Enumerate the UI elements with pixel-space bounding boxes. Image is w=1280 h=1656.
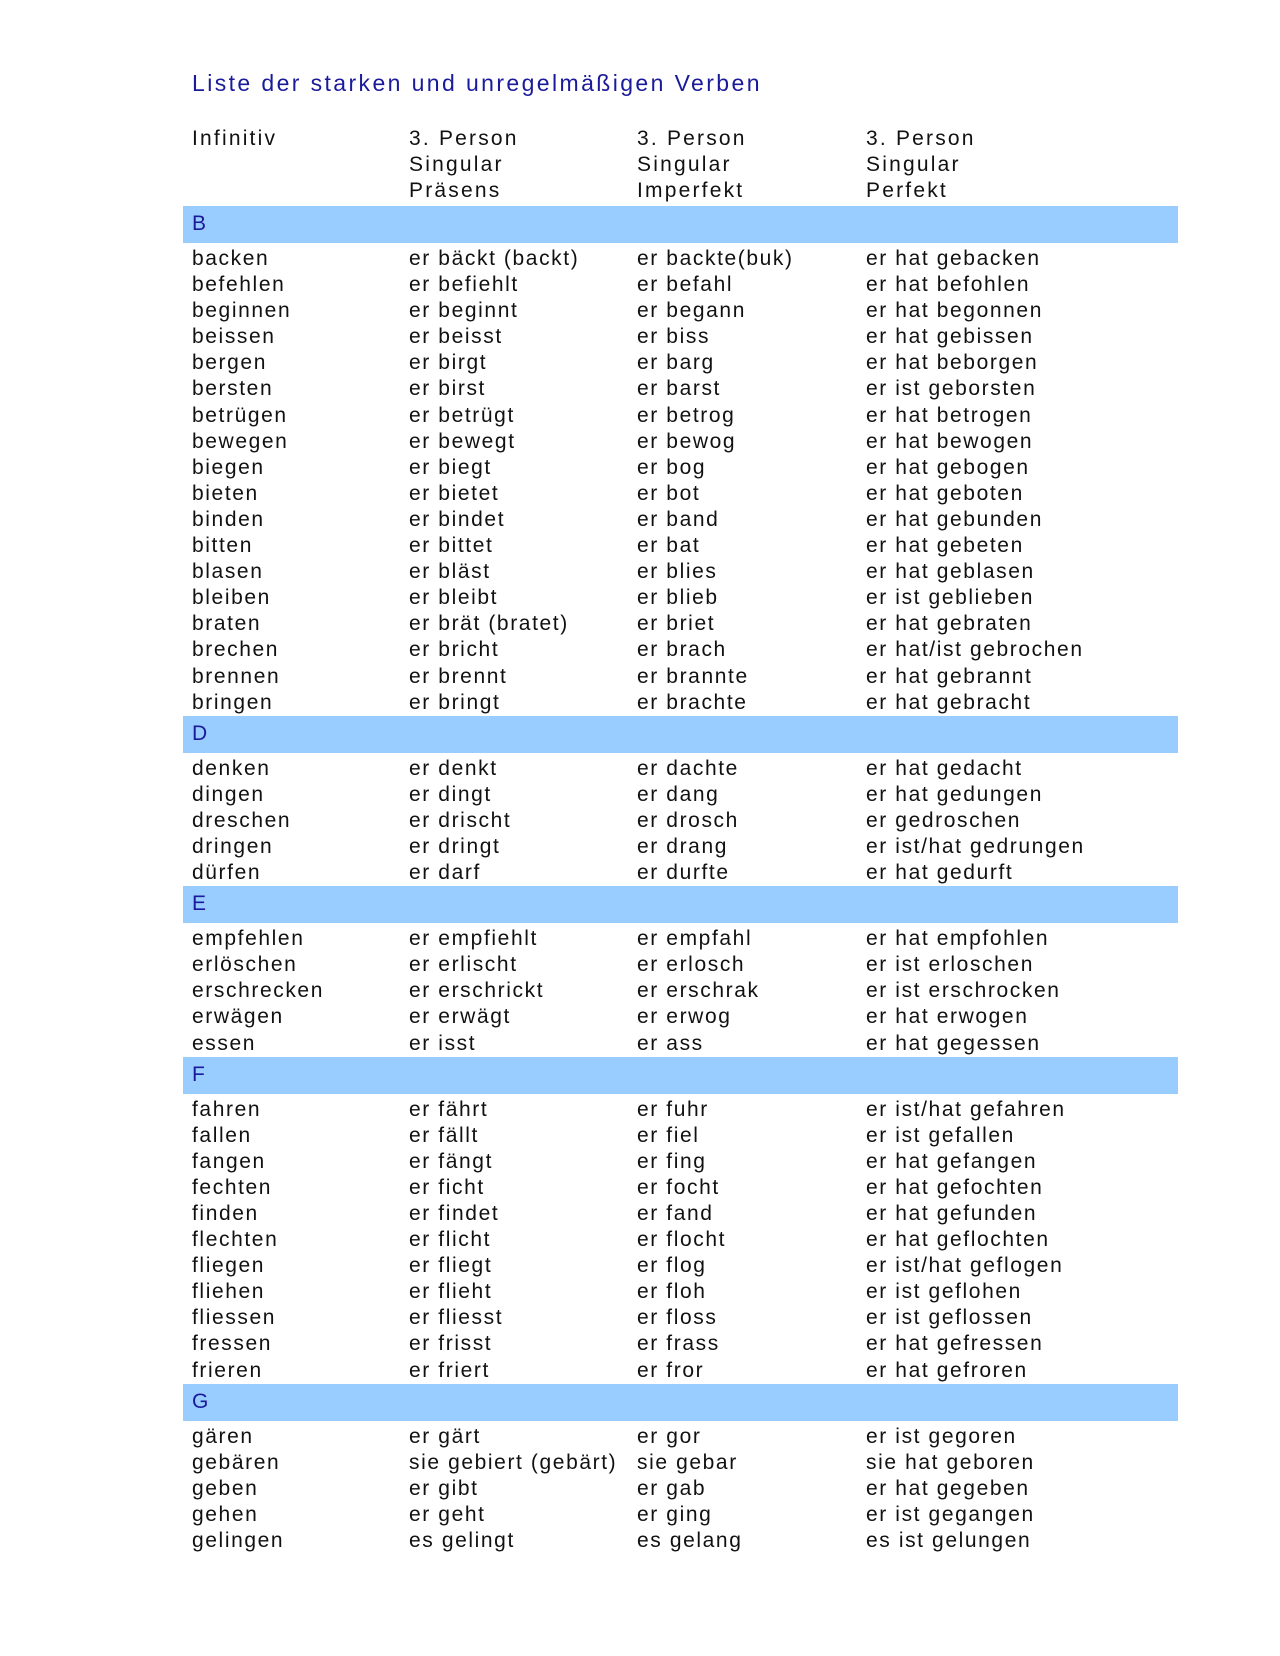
cell-perfect: er hat gebunden bbox=[866, 507, 1043, 531]
section-letter: E bbox=[192, 892, 208, 916]
cell-imperfect: er barst bbox=[637, 377, 721, 401]
cell-perfect: sie hat geboren bbox=[866, 1450, 1035, 1474]
table-row bbox=[183, 429, 1178, 455]
cell-present: er bindet bbox=[409, 507, 506, 531]
cell-present: er brät (bratet) bbox=[409, 612, 569, 636]
cell-imperfect: er erlosch bbox=[637, 953, 746, 977]
cell-imperfect: er flog bbox=[637, 1254, 707, 1278]
cell-imperfect: er gab bbox=[637, 1476, 707, 1500]
cell-infinitive: backen bbox=[192, 247, 270, 270]
cell-imperfect: er focht bbox=[637, 1175, 720, 1199]
cell-present: er fliesst bbox=[409, 1306, 504, 1330]
cell-present: er denkt bbox=[409, 756, 498, 780]
table-row bbox=[183, 1031, 1178, 1057]
table-row bbox=[183, 481, 1178, 507]
cell-perfect: er ist geflohen bbox=[866, 1280, 1022, 1304]
table-row bbox=[183, 637, 1178, 663]
cell-perfect: er ist geflossen bbox=[866, 1306, 1033, 1330]
cell-present: er bietet bbox=[409, 481, 500, 505]
table-row bbox=[183, 782, 1178, 808]
section-header-b bbox=[183, 206, 1178, 243]
cell-infinitive: fechten bbox=[192, 1175, 273, 1199]
cell-infinitive: gären bbox=[192, 1424, 254, 1448]
cell-perfect: er hat gebacken bbox=[866, 247, 1041, 270]
cell-imperfect: er barg bbox=[637, 351, 715, 375]
cell-imperfect: er fuhr bbox=[637, 1097, 709, 1121]
header-line: 3. Person bbox=[866, 127, 976, 150]
cell-present: er findet bbox=[409, 1202, 500, 1225]
cell-present: er birst bbox=[409, 377, 486, 401]
cell-imperfect: er befahl bbox=[637, 273, 734, 297]
cell-infinitive: befehlen bbox=[192, 273, 286, 297]
cell-infinitive: gebären bbox=[192, 1450, 281, 1474]
table-row bbox=[183, 756, 1178, 782]
cell-present: er darf bbox=[409, 861, 481, 885]
cell-imperfect: er band bbox=[637, 507, 720, 531]
header-perfect bbox=[866, 126, 976, 204]
header-line: Singular bbox=[866, 153, 961, 176]
cell-perfect: er hat gegeben bbox=[866, 1476, 1030, 1500]
cell-present: er fällt bbox=[409, 1123, 479, 1147]
table-row bbox=[183, 1450, 1178, 1476]
cell-infinitive: fressen bbox=[192, 1332, 273, 1356]
cell-perfect: er hat geboten bbox=[866, 481, 1024, 505]
cell-perfect: er hat gedurft bbox=[866, 861, 1014, 885]
cell-present: er beginnt bbox=[409, 299, 519, 323]
table-row bbox=[183, 1331, 1178, 1357]
cell-infinitive: denken bbox=[192, 756, 271, 780]
cell-perfect: er hat gefressen bbox=[866, 1332, 1044, 1356]
table-row bbox=[183, 1097, 1178, 1123]
cell-infinitive: bersten bbox=[192, 377, 274, 401]
cell-present: er brennt bbox=[409, 664, 508, 688]
cell-infinitive: bringen bbox=[192, 690, 274, 714]
cell-perfect: er hat begonnen bbox=[866, 299, 1043, 323]
cell-perfect: er hat gefroren bbox=[866, 1358, 1028, 1382]
cell-infinitive: gelingen bbox=[192, 1529, 285, 1553]
cell-imperfect: er brach bbox=[637, 638, 727, 662]
cell-infinitive: bewegen bbox=[192, 429, 289, 453]
cell-infinitive: dingen bbox=[192, 782, 265, 806]
cell-infinitive: beginnen bbox=[192, 299, 292, 323]
cell-perfect: er hat gebracht bbox=[866, 690, 1032, 714]
cell-present: er bricht bbox=[409, 638, 500, 662]
cell-imperfect: er bog bbox=[637, 455, 707, 479]
table-row bbox=[183, 507, 1178, 533]
cell-perfect: er hat gedungen bbox=[866, 782, 1043, 806]
table-row bbox=[183, 1227, 1178, 1253]
page-title: Liste der starken und unregelmäßigen Verben bbox=[192, 70, 762, 96]
cell-imperfect: er biss bbox=[637, 325, 711, 349]
table-row bbox=[183, 272, 1178, 298]
table-row bbox=[183, 952, 1178, 978]
cell-present: er bittet bbox=[409, 534, 494, 558]
cell-present: er gibt bbox=[409, 1476, 479, 1500]
cell-imperfect: er blies bbox=[637, 560, 718, 584]
header-infinitive bbox=[192, 126, 277, 152]
cell-imperfect: er dachte bbox=[637, 756, 739, 780]
cell-perfect: er hat gebogen bbox=[866, 455, 1030, 479]
cell-infinitive: finden bbox=[192, 1202, 259, 1225]
cell-present: es gelingt bbox=[409, 1529, 515, 1553]
cell-infinitive: empfehlen bbox=[192, 927, 305, 951]
cell-present: er fährt bbox=[409, 1097, 489, 1121]
cell-perfect: er hat befohlen bbox=[866, 273, 1031, 297]
section-header-g bbox=[183, 1384, 1178, 1421]
cell-imperfect: er frass bbox=[637, 1332, 720, 1356]
cell-perfect: er hat geflochten bbox=[866, 1228, 1050, 1252]
cell-imperfect: er fing bbox=[637, 1149, 707, 1173]
cell-present: er fängt bbox=[409, 1149, 494, 1173]
cell-perfect: er hat/ist gebrochen bbox=[866, 638, 1084, 662]
cell-imperfect: er brachte bbox=[637, 690, 748, 714]
cell-infinitive: fangen bbox=[192, 1149, 266, 1173]
cell-infinitive: geben bbox=[192, 1476, 259, 1500]
cell-infinitive: fliegen bbox=[192, 1254, 266, 1278]
table-row bbox=[183, 1528, 1178, 1554]
cell-infinitive: frieren bbox=[192, 1358, 263, 1382]
table-row bbox=[183, 978, 1178, 1004]
table-row bbox=[183, 376, 1178, 402]
cell-imperfect: er backte(buk) bbox=[637, 247, 794, 270]
cell-infinitive: erlöschen bbox=[192, 953, 298, 977]
cell-imperfect: er ging bbox=[637, 1502, 713, 1526]
table-row bbox=[183, 533, 1178, 559]
cell-present: er isst bbox=[409, 1031, 477, 1055]
cell-imperfect: er drosch bbox=[637, 808, 739, 832]
cell-perfect: er hat gedacht bbox=[866, 756, 1023, 780]
cell-perfect: er ist gegoren bbox=[866, 1424, 1017, 1448]
cell-infinitive: bergen bbox=[192, 351, 267, 375]
table-row bbox=[183, 585, 1178, 611]
cell-present: er befiehlt bbox=[409, 273, 519, 297]
header-line: Präsens bbox=[409, 179, 502, 202]
cell-present: er beisst bbox=[409, 325, 503, 349]
cell-present: er flieht bbox=[409, 1280, 493, 1304]
cell-infinitive: fallen bbox=[192, 1123, 252, 1147]
table-row bbox=[183, 1358, 1178, 1384]
cell-perfect: er hat betrogen bbox=[866, 403, 1033, 427]
cell-perfect: er hat gefunden bbox=[866, 1202, 1038, 1225]
cell-imperfect: er erwog bbox=[637, 1005, 732, 1029]
section-letter: G bbox=[192, 1389, 210, 1413]
section-header-f bbox=[183, 1057, 1178, 1094]
table-row bbox=[183, 1004, 1178, 1030]
cell-imperfect: er fand bbox=[637, 1202, 714, 1225]
cell-imperfect: er bot bbox=[637, 481, 701, 505]
cell-perfect: er hat gebissen bbox=[866, 325, 1034, 349]
cell-present: er betrügt bbox=[409, 403, 515, 427]
table-row bbox=[183, 664, 1178, 690]
section-letter: D bbox=[192, 721, 209, 745]
cell-infinitive: betrügen bbox=[192, 403, 288, 427]
header-line: Singular bbox=[637, 153, 732, 176]
table-row bbox=[183, 1175, 1178, 1201]
section-letter: B bbox=[192, 212, 208, 235]
cell-imperfect: er flocht bbox=[637, 1228, 727, 1252]
table-row bbox=[183, 1305, 1178, 1331]
verb-table bbox=[183, 206, 1178, 1554]
cell-infinitive: erschrecken bbox=[192, 979, 324, 1003]
cell-perfect: er gedroschen bbox=[866, 808, 1022, 832]
cell-perfect: er ist geborsten bbox=[866, 377, 1037, 401]
cell-imperfect: sie gebar bbox=[637, 1450, 738, 1474]
cell-present: er friert bbox=[409, 1358, 490, 1382]
cell-infinitive: bieten bbox=[192, 481, 259, 505]
cell-perfect: er hat gebeten bbox=[866, 534, 1024, 558]
table-row bbox=[183, 1201, 1178, 1227]
table-row bbox=[183, 808, 1178, 834]
table-row bbox=[183, 1253, 1178, 1279]
cell-infinitive: beissen bbox=[192, 325, 276, 349]
header-imperfect bbox=[637, 126, 747, 204]
cell-infinitive: dringen bbox=[192, 834, 274, 858]
cell-infinitive: fliehen bbox=[192, 1280, 266, 1304]
cell-infinitive: blasen bbox=[192, 560, 264, 584]
cell-present: er fliegt bbox=[409, 1254, 493, 1278]
cell-present: er erwägt bbox=[409, 1005, 511, 1029]
cell-present: er bewegt bbox=[409, 429, 516, 453]
cell-perfect: er ist gefallen bbox=[866, 1123, 1015, 1147]
cell-imperfect: er fiel bbox=[637, 1123, 700, 1147]
cell-infinitive: essen bbox=[192, 1031, 257, 1055]
cell-imperfect: er erschrak bbox=[637, 979, 760, 1003]
cell-perfect: er ist gegangen bbox=[866, 1502, 1035, 1526]
cell-perfect: er hat gefangen bbox=[866, 1149, 1038, 1173]
cell-present: er flicht bbox=[409, 1228, 492, 1252]
cell-perfect: er ist/hat gedrungen bbox=[866, 834, 1085, 858]
cell-imperfect: er ass bbox=[637, 1031, 704, 1055]
table-row bbox=[183, 324, 1178, 350]
cell-perfect: er ist erschrocken bbox=[866, 979, 1061, 1003]
cell-perfect: er hat beborgen bbox=[866, 351, 1039, 375]
cell-perfect: er ist/hat gefahren bbox=[866, 1097, 1066, 1121]
table-row bbox=[183, 926, 1178, 952]
cell-imperfect: er brannte bbox=[637, 664, 749, 688]
cell-perfect: er ist/hat geflogen bbox=[866, 1254, 1064, 1278]
cell-perfect: er hat gebraten bbox=[866, 612, 1033, 636]
cell-present: sie gebiert (gebärt) bbox=[409, 1450, 618, 1474]
cell-imperfect: es gelang bbox=[637, 1529, 743, 1553]
cell-present: er ficht bbox=[409, 1175, 485, 1199]
table-row bbox=[183, 1123, 1178, 1149]
cell-infinitive: flechten bbox=[192, 1228, 279, 1252]
cell-present: er bläst bbox=[409, 560, 491, 584]
cell-imperfect: er betrog bbox=[637, 403, 736, 427]
cell-infinitive: dürfen bbox=[192, 861, 262, 885]
cell-perfect: er hat geblasen bbox=[866, 560, 1035, 584]
table-row bbox=[183, 1502, 1178, 1528]
table-row bbox=[183, 834, 1178, 860]
table-row bbox=[183, 559, 1178, 585]
header-line: 3. Person bbox=[637, 127, 747, 150]
section-header-e bbox=[183, 886, 1178, 923]
cell-imperfect: er drang bbox=[637, 834, 729, 858]
cell-present: er biegt bbox=[409, 455, 492, 479]
cell-infinitive: fliessen bbox=[192, 1306, 277, 1330]
cell-present: er dingt bbox=[409, 782, 492, 806]
table-row bbox=[183, 350, 1178, 376]
table-row bbox=[183, 455, 1178, 481]
header-present bbox=[409, 126, 519, 204]
cell-perfect: er ist erloschen bbox=[866, 953, 1034, 977]
table-row bbox=[183, 1424, 1178, 1450]
cell-imperfect: er fror bbox=[637, 1358, 705, 1382]
cell-infinitive: gehen bbox=[192, 1502, 259, 1526]
section-header-d bbox=[183, 716, 1178, 753]
cell-imperfect: er durfte bbox=[637, 861, 730, 885]
cell-present: er empfiehlt bbox=[409, 927, 538, 951]
cell-imperfect: er bewog bbox=[637, 429, 737, 453]
cell-present: er erlischt bbox=[409, 953, 518, 977]
table-row bbox=[183, 1149, 1178, 1175]
cell-infinitive: bleiben bbox=[192, 586, 271, 610]
cell-imperfect: er bat bbox=[637, 534, 701, 558]
header-line: Imperfekt bbox=[637, 179, 745, 202]
cell-present: er dringt bbox=[409, 834, 501, 858]
cell-present: er bäckt (backt) bbox=[409, 247, 580, 270]
cell-infinitive: brennen bbox=[192, 664, 281, 688]
cell-imperfect: er floss bbox=[637, 1306, 718, 1330]
table-row bbox=[183, 1279, 1178, 1305]
cell-present: er birgt bbox=[409, 351, 488, 375]
table-row bbox=[183, 690, 1178, 716]
cell-imperfect: er briet bbox=[637, 612, 716, 636]
cell-perfect: er hat gefochten bbox=[866, 1175, 1044, 1199]
cell-imperfect: er begann bbox=[637, 299, 746, 323]
section-letter: F bbox=[192, 1062, 206, 1086]
table-row bbox=[183, 246, 1178, 272]
table-row bbox=[183, 1476, 1178, 1502]
cell-imperfect: er empfahl bbox=[637, 927, 753, 951]
cell-infinitive: brechen bbox=[192, 638, 280, 662]
table-row bbox=[183, 860, 1178, 886]
header-line: 3. Person bbox=[409, 127, 519, 150]
cell-infinitive: biegen bbox=[192, 455, 265, 479]
cell-infinitive: binden bbox=[192, 507, 265, 531]
cell-infinitive: bitten bbox=[192, 534, 253, 558]
cell-perfect: er hat bewogen bbox=[866, 429, 1034, 453]
cell-infinitive: braten bbox=[192, 612, 262, 636]
cell-perfect: er hat gegessen bbox=[866, 1031, 1041, 1055]
header-line: Perfekt bbox=[866, 179, 948, 202]
cell-present: er bleibt bbox=[409, 586, 499, 610]
cell-present: er bringt bbox=[409, 690, 501, 714]
table-row bbox=[183, 298, 1178, 324]
header-line: Infinitiv bbox=[192, 127, 278, 150]
cell-perfect: es ist gelungen bbox=[866, 1529, 1032, 1553]
cell-imperfect: er floh bbox=[637, 1280, 707, 1304]
header-line: Singular bbox=[409, 153, 504, 176]
cell-perfect: er ist geblieben bbox=[866, 586, 1035, 610]
cell-infinitive: dreschen bbox=[192, 808, 292, 832]
cell-present: er gärt bbox=[409, 1424, 481, 1448]
cell-present: er frisst bbox=[409, 1332, 493, 1356]
cell-perfect: er hat erwogen bbox=[866, 1005, 1029, 1029]
cell-imperfect: er dang bbox=[637, 782, 720, 806]
cell-imperfect: er blieb bbox=[637, 586, 719, 610]
cell-present: er geht bbox=[409, 1502, 486, 1526]
cell-infinitive: fahren bbox=[192, 1097, 262, 1121]
cell-perfect: er hat empfohlen bbox=[866, 927, 1050, 951]
cell-infinitive: erwägen bbox=[192, 1005, 284, 1029]
cell-present: er erschrickt bbox=[409, 979, 545, 1003]
table-row bbox=[183, 611, 1178, 637]
cell-perfect: er hat gebrannt bbox=[866, 664, 1033, 688]
cell-present: er drischt bbox=[409, 808, 512, 832]
cell-imperfect: er gor bbox=[637, 1424, 702, 1448]
table-row bbox=[183, 403, 1178, 429]
